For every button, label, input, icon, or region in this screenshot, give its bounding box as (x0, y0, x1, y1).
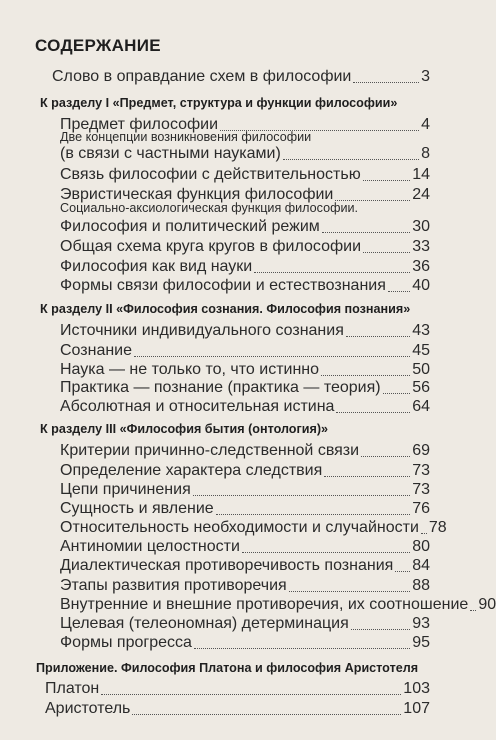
leader-dots (353, 82, 419, 83)
section-heading: К разделу II «Философия сознания. Философия познания» (40, 302, 411, 316)
leader-dots (421, 533, 427, 534)
toc-entry-page: 73 (412, 481, 430, 498)
toc-entry-title-line: (в связи с частными науками) (60, 145, 281, 162)
toc-entry-page: 107 (403, 700, 430, 717)
toc-entry-page: 69 (412, 442, 430, 459)
toc-entry-title-line: Философия и политический режим (60, 218, 320, 235)
toc-entry-page: 50 (412, 361, 430, 378)
leader-dots (254, 272, 410, 273)
toc-entry-title: Предмет философии (60, 116, 219, 133)
leader-dots (395, 571, 410, 572)
page-title: СОДЕРЖАНИЕ (35, 36, 161, 55)
toc-entry[interactable] (60, 615, 430, 633)
toc-entry[interactable] (60, 442, 430, 460)
leader-dots (383, 393, 411, 394)
toc-entry-title: Диалектическая противоречивость познания (60, 557, 394, 574)
toc-entry-title: Формы связи философии и естествознания (60, 277, 386, 294)
toc-entry-title: Философия как вид науки (60, 258, 253, 275)
section-heading: К разделу III «Философия бытия (онтология)» (40, 422, 329, 436)
toc-entry-title: Критерии причинно-следственной связи (60, 442, 360, 459)
toc-entry-page: 90 (478, 596, 496, 613)
toc-entry-title: Общая схема круга кругов в философии (60, 238, 362, 255)
leader-dots (134, 356, 410, 357)
toc-entry-page: 78 (428, 519, 447, 536)
toc-entry-page: 24 (412, 186, 430, 203)
leader-dots (361, 456, 410, 457)
toc-entry[interactable] (60, 258, 430, 276)
leader-dots (216, 514, 411, 515)
toc-entry[interactable] (60, 218, 430, 236)
leader-dots (363, 252, 410, 253)
toc-entry[interactable] (60, 379, 430, 397)
toc-entry-title: Определение характера следствия (60, 462, 323, 479)
toc-entry-title: Слово в оправдание схем в философии (52, 68, 352, 85)
toc-entry-page: 30 (412, 218, 430, 235)
toc-entry[interactable] (60, 361, 430, 379)
toc-entry-page: 56 (412, 379, 430, 396)
toc-entry[interactable] (60, 634, 430, 652)
leader-dots (193, 495, 410, 496)
toc-entry[interactable] (60, 538, 430, 556)
toc-entry-title: Связь философии с действительностью (60, 166, 361, 183)
toc-entry-title: Этапы развития противоречия (60, 577, 287, 594)
leader-dots (194, 648, 410, 649)
toc-entry[interactable] (60, 519, 447, 537)
section-heading: К разделу I «Предмет, структура и функции философии» (40, 96, 398, 110)
toc-entry-page: 80 (412, 538, 430, 555)
toc-entry[interactable] (60, 277, 430, 295)
leader-dots (283, 159, 419, 160)
toc-entry-page: 103 (403, 680, 430, 697)
leader-dots (336, 412, 410, 413)
toc-entry-page: 73 (412, 462, 430, 479)
toc-entry-page: 3 (421, 68, 430, 85)
toc-entry-title: Практика — познание (практика — теория) (60, 379, 381, 396)
toc-entry[interactable] (60, 145, 430, 163)
toc-entry-page: 43 (412, 322, 430, 339)
toc-entry-title: Эвристическая функция философии (60, 186, 334, 203)
toc-entry-title: Относительность необходимости и случайности (60, 519, 419, 536)
toc-entry-page: 64 (412, 398, 430, 415)
toc-entry-page: 45 (412, 342, 430, 359)
toc-entry-page: 14 (412, 166, 430, 183)
leader-dots (322, 232, 410, 233)
toc-entry-title: Платон (45, 680, 100, 697)
leader-dots (321, 375, 410, 376)
toc-entry-title: Целевая (телеономная) детерминация (60, 615, 349, 632)
toc-entry[interactable] (60, 557, 430, 575)
toc-entry[interactable] (52, 68, 430, 86)
toc-entry-page: 93 (412, 615, 430, 632)
toc-entry-page: 4 (421, 116, 430, 133)
toc-entry-page: 8 (421, 145, 430, 162)
toc-entry[interactable] (60, 462, 430, 480)
toc-entry-title: Аристотель (45, 700, 131, 717)
toc-entry[interactable] (60, 596, 496, 614)
toc-entry-page: 76 (412, 500, 430, 517)
toc-entry-page: 84 (412, 557, 430, 574)
toc-entry[interactable] (45, 700, 430, 718)
toc-entry-title: Источники индивидуального сознания (60, 322, 344, 339)
toc-entry-page: 95 (412, 634, 430, 651)
section-heading: Приложение. Философия Платона и философия Аристотеля (36, 661, 419, 675)
leader-dots (351, 629, 410, 630)
toc-entry[interactable] (60, 481, 430, 499)
leader-dots (346, 336, 410, 337)
toc-entry[interactable] (60, 238, 430, 256)
toc-entry-page: 33 (412, 238, 430, 255)
toc-entry[interactable] (60, 398, 430, 416)
toc-entry-title: Антиномии целостности (60, 538, 240, 555)
toc-entry-title: Абсолютная и относительная истина (60, 398, 335, 415)
leader-dots (388, 291, 410, 292)
leader-dots (363, 180, 411, 181)
leader-dots (324, 476, 410, 477)
toc-entry-page: 88 (412, 577, 430, 594)
toc-entry[interactable] (60, 577, 430, 595)
toc-entry-title: Цепи причинения (60, 481, 191, 498)
leader-dots (242, 552, 410, 553)
toc-entry-title: Формы прогресса (60, 634, 192, 651)
leader-dots (132, 714, 401, 715)
toc-entry-title: Сознание (60, 342, 133, 359)
toc-entry[interactable] (60, 322, 430, 340)
toc-entry[interactable] (60, 166, 430, 184)
toc-entry-title-line: Социально-аксиологическая функция философии. (60, 201, 359, 215)
toc-entry-title: Наука — не только то, что истинно (60, 361, 320, 378)
toc-entry-title: Внутренние и внешние противоречия, их соотношение (60, 596, 469, 613)
toc-entry-title-line: Две концепции возникновения философии (60, 130, 312, 144)
leader-dots (470, 610, 476, 611)
leader-dots (101, 694, 401, 695)
leader-dots (289, 591, 410, 592)
toc-entry-title: Сущность и явление (60, 500, 214, 517)
toc-entry[interactable] (60, 342, 430, 360)
toc-entry-page: 40 (412, 277, 430, 294)
toc-entry-page: 36 (412, 258, 430, 275)
toc-entry[interactable] (45, 680, 430, 698)
toc-entry[interactable] (60, 500, 430, 518)
